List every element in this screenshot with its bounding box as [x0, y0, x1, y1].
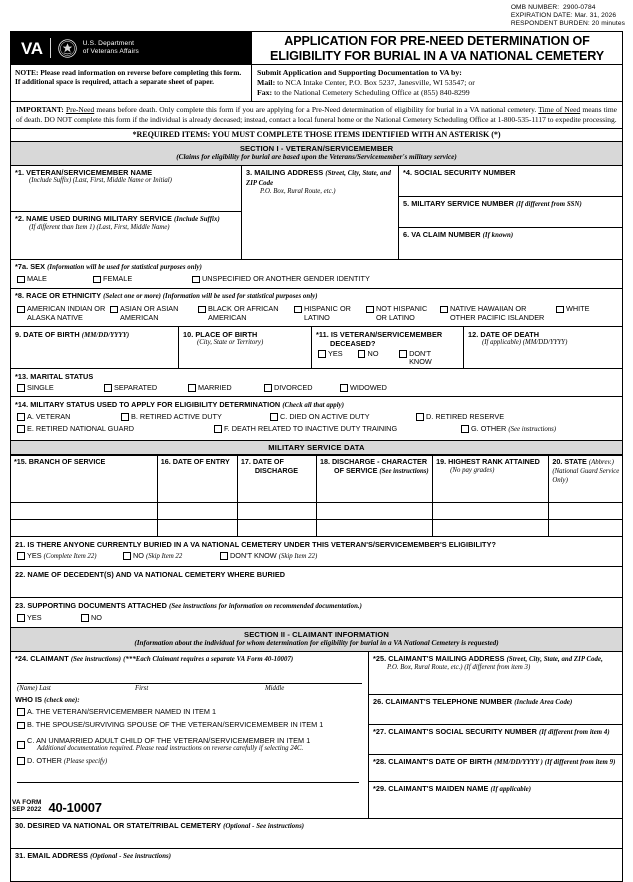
col15-label: *15. BRANCH OF SERVICE: [14, 457, 106, 467]
item8-options: [15, 301, 618, 324]
item1-label: *1. VETERAN/SERVICEMEMBER NAME: [15, 168, 153, 178]
checkbox-icon[interactable]: [440, 306, 448, 314]
submit-fax-text: to the National Cemetery Scheduling Office at (855) 840-8299: [274, 87, 470, 97]
item25-label: *25. CLAIMANT'S MAILING ADDRESS (Street, City, State, and ZIP Code,: [373, 654, 603, 664]
option-hint: (Please specify): [63, 757, 108, 765]
item28-label: *28. CLAIMANT'S DATE OF BIRTH (MM/DD/YYYY ) (If different from item 9): [373, 757, 616, 767]
item21-label: 21. IS THERE ANYONE CURRENTLY BURIED IN A VA NATIONAL CEMETERY UNDER THIS VETERAN'S/SERVICEMEMBER'S ELIGIBILITY?: [15, 539, 496, 549]
checkbox-sex-unspecified[interactable]: [192, 275, 370, 284]
claimant-last-label: (Name) Last: [17, 684, 51, 692]
item24-hint: (See instructions): [70, 656, 122, 664]
option-24c-note: Additional documentation required. Please read instructions on reverse carefully if selecting 24C.: [37, 745, 304, 753]
option-hint: (Skip Item 22): [278, 552, 318, 560]
option-hint: (See instructions): [508, 425, 557, 433]
item7a-options: [15, 272, 618, 286]
checkbox-claimant-c[interactable]: [17, 741, 25, 749]
item29-hint: (If applicable): [490, 786, 532, 794]
checkbox-buried-dont-know[interactable]: [220, 552, 317, 562]
item6-label: 6. VA CLAIM NUMBER (If known): [403, 230, 514, 240]
field-sex: [11, 260, 622, 289]
who-is-hint: (check one):: [44, 696, 80, 704]
checkbox-icon[interactable]: [17, 413, 25, 421]
checkbox-documents-no[interactable]: [81, 614, 102, 623]
item3-hint: (Street, City, State, and ZIP Code: [246, 170, 391, 188]
checkbox-deceased-no[interactable]: [358, 350, 396, 359]
omb-expiration-line: [511, 12, 625, 20]
field-email-address[interactable]: [11, 849, 622, 881]
cell-branch[interactable]: [11, 503, 157, 520]
checkbox-icon[interactable]: [358, 350, 366, 358]
cell-state[interactable]: [549, 503, 622, 520]
item13-options: [15, 381, 618, 395]
col-date-of-entry: [157, 456, 237, 503]
item30-hint: (Optional - See instructions): [223, 823, 305, 831]
checkbox-icon[interactable]: [17, 708, 25, 716]
option-label: SEPARATED: [114, 382, 158, 392]
checkbox-icon[interactable]: [104, 384, 112, 392]
submit-block: [252, 65, 622, 101]
form-footer: [12, 799, 102, 814]
item21-options: [15, 549, 618, 564]
field-veteran-name[interactable]: [11, 166, 241, 212]
checkbox-race-not-hispanic[interactable]: [366, 305, 436, 322]
va-agency-name: [83, 40, 139, 56]
item14-label: *14. MILITARY STATUS USED TO APPLY FOR ELIGIBILITY DETERMINATION (Check all that apply): [15, 399, 345, 409]
field-claimant-telephone[interactable]: [369, 695, 622, 725]
col19-hint: (No pay grades): [450, 466, 495, 474]
option-label: G. OTHER (See instructions): [471, 423, 557, 433]
field-race-ethnicity: [11, 289, 622, 328]
omb-number-label: OMB NUMBER:: [510, 4, 560, 11]
item3-label: 3. MAILING ADDRESS (Street, City, State, and ZIP Code: [246, 168, 391, 188]
checkbox-status-f-death-inactive-duty[interactable]: [214, 425, 457, 434]
cell-character[interactable]: [316, 520, 432, 537]
items-4-6-column: [399, 166, 622, 259]
item25-hint: (Street, City, State, and ZIP Code,: [506, 656, 603, 664]
option-24b[interactable]: [15, 718, 364, 732]
omb-block: [511, 4, 625, 29]
cell-rank[interactable]: [433, 520, 549, 537]
item26-hint: (Include Area Code): [514, 699, 573, 707]
military-service-table: [11, 455, 622, 537]
field-military-service-number[interactable]: [399, 197, 622, 228]
items-24-29-row: [11, 652, 622, 819]
claimant-column: [11, 652, 369, 818]
checkbox-icon[interactable]: [121, 413, 129, 421]
option-label: DON'T KNOW (Skip Item 22): [230, 550, 318, 560]
checkbox-claimant-d[interactable]: [17, 757, 107, 767]
field-decedent-names[interactable]: [11, 567, 622, 598]
table-header-row: [11, 456, 622, 503]
col20-hint: (Abbrev.): [588, 459, 614, 467]
field-claimant-ssn[interactable]: [369, 725, 622, 755]
option-24d[interactable]: [15, 756, 364, 769]
item23-hint: (See instructions for information on recommended documentation.): [169, 602, 362, 610]
items-9-12-row: [11, 327, 622, 369]
item25-hint2: P.O. Box, Rural Route, etc.) (If different from item 3): [387, 664, 531, 672]
item30-label: 30. DESIRED VA NATIONAL OR STATE/TRIBAL CEMETERY (Optional - See instructions): [15, 821, 305, 831]
checkbox-icon[interactable]: [17, 552, 25, 560]
item12-label: 12. DATE OF DEATH: [468, 329, 540, 339]
cell-discharge[interactable]: [237, 520, 316, 537]
field-social-security-number[interactable]: [399, 166, 622, 197]
option-label: A. VETERAN: [27, 411, 71, 421]
checkbox-race-asian[interactable]: [110, 305, 194, 322]
form-title-line2: ELIGIBILITY FOR BURIAL IN A VA NATIONAL CEMETERY: [269, 48, 604, 63]
option-label: C. DIED ON ACTIVE DUTY: [280, 411, 370, 421]
option-label: B. THE SPOUSE/SURVIVING SPOUSE OF THE VETERAN/SERVICEMEMBER IN ITEM 1: [27, 720, 324, 730]
item8-label: *8. RACE OR ETHNICITY (Select one or more) (Information will be used for statistical purposes only): [15, 291, 318, 301]
checkbox-icon[interactable]: [188, 384, 196, 392]
col16-label: 16. DATE OF ENTRY: [160, 457, 230, 467]
checkbox-status-b-retired-active-duty[interactable]: [121, 413, 266, 422]
omb-number-line: [511, 4, 625, 12]
option-24c[interactable]: [15, 732, 364, 756]
cell-discharge[interactable]: [237, 503, 316, 520]
checkbox-icon[interactable]: [123, 552, 131, 560]
option-label: MALE: [27, 274, 47, 284]
form-title: [252, 32, 622, 64]
section-1-subtitle: (Claims for eligibility for burial are based upon the Veterans/Servicemember's military service): [176, 153, 457, 162]
field-place-of-birth[interactable]: [179, 327, 312, 368]
col17-label2: DISCHARGE: [254, 465, 298, 475]
field-marital-status: [11, 369, 622, 397]
note-block: [11, 65, 252, 101]
checkbox-claimant-b[interactable]: [17, 721, 323, 730]
option-label: B. RETIRED ACTIVE DUTY: [131, 411, 222, 421]
claimant-first-label: First: [135, 684, 149, 692]
option-label: FEMALE: [103, 274, 133, 284]
checkbox-buried-yes[interactable]: [17, 552, 119, 562]
submit-fax-label: Fax:: [257, 87, 273, 97]
item6-hint: (If known): [482, 232, 514, 240]
option-label: BLACK OR AFRICAN AMERICAN: [208, 304, 279, 322]
item8-hint: (Select one or more) (Information will be used for statistical purposes only): [103, 293, 318, 301]
col-branch-of-service: [11, 456, 157, 503]
omb-expiration-label: EXPIRATION DATE:: [510, 12, 573, 20]
option-label: NO: [367, 348, 379, 358]
option-label: UNSPECIFIED OR ANOTHER GENDER IDENTITY: [202, 274, 370, 284]
option-label: AMERICAN INDIAN OR ALASKA NATIVE: [27, 304, 106, 322]
checkbox-icon[interactable]: [17, 425, 25, 433]
checkbox-icon[interactable]: [81, 614, 89, 622]
item28-hint: (MM/DD/YYYY ) (If different from item 9): [494, 759, 616, 767]
field-anyone-buried: [11, 537, 622, 567]
claimant-name-sublabels: [15, 684, 364, 692]
col20-hint2: (National Guard Service Only): [552, 467, 620, 484]
checkbox-marital-widowed[interactable]: [340, 384, 387, 393]
va-brand-bar: [11, 32, 252, 64]
checkbox-sex-male[interactable]: [17, 275, 89, 284]
cell-entry[interactable]: [157, 520, 237, 537]
item14-row2: [15, 424, 618, 437]
checkbox-status-a-veteran[interactable]: [17, 413, 117, 422]
item5-hint: (If different from SSN): [515, 201, 582, 209]
option-label: HISPANIC OR LATINO: [304, 304, 351, 322]
cell-branch[interactable]: [11, 520, 157, 537]
checkbox-icon[interactable]: [110, 306, 118, 314]
omb-number-value: 2900-0784: [563, 4, 596, 11]
field-is-deceased: [312, 327, 464, 368]
col-state: [549, 456, 622, 503]
checkbox-documents-yes[interactable]: [17, 614, 77, 623]
item11-options: [316, 348, 459, 369]
item27-label: *27. CLAIMANT'S SOCIAL SECURITY NUMBER (If different from item 4): [373, 727, 610, 737]
checkbox-icon[interactable]: [214, 425, 222, 433]
option-label: YES: [27, 612, 42, 622]
checkbox-marital-divorced[interactable]: [264, 384, 336, 393]
option-label: DON'T KNOW: [409, 348, 432, 367]
item24-hint-bold: (***Each Claimant requires a separate VA Form 40-10007): [123, 656, 294, 664]
important-text2: means time of death. DO NOT complete this form if the individual is already deceased; instead, contact a local funeral home or the National Cemetery Scheduling Office at 1-800-535-1117 to expedite processing.: [16, 105, 617, 124]
checkbox-icon[interactable]: [461, 425, 469, 433]
submit-fax-line: [257, 88, 618, 98]
checkbox-icon[interactable]: [220, 552, 228, 560]
col-discharge-character: [316, 456, 432, 503]
option-label: ASIAN OR ASIAN AMERICAN: [120, 304, 179, 322]
form-frame: [10, 31, 623, 882]
checkbox-icon[interactable]: [270, 413, 278, 421]
checkbox-icon[interactable]: [399, 350, 407, 358]
option-label: NO: [91, 612, 102, 622]
item22-label: 22. NAME OF DECEDENT(S) AND VA NATIONAL CEMETERY WHERE BURIED: [15, 569, 286, 579]
field-who-is: [11, 692, 368, 787]
omb-expiration-value: Mar. 31, 2026: [574, 12, 617, 20]
checkbox-icon[interactable]: [556, 306, 564, 314]
field-date-of-birth[interactable]: [11, 327, 179, 368]
omb-burden-label: RESPONDENT BURDEN:: [510, 20, 590, 28]
field-desired-cemetery[interactable]: [11, 819, 622, 849]
checkbox-icon[interactable]: [17, 384, 25, 392]
checkbox-marital-separated[interactable]: [104, 384, 184, 393]
checkbox-icon[interactable]: [416, 413, 424, 421]
checkbox-icon[interactable]: [17, 306, 25, 314]
checkbox-status-d-retired-reserve[interactable]: [416, 413, 504, 422]
option-label: D. OTHER (Please specify): [27, 755, 108, 765]
checkbox-race-white[interactable]: [556, 305, 590, 314]
note-label: NOTE:: [15, 68, 39, 77]
checkbox-claimant-a[interactable]: [17, 708, 216, 717]
military-service-data-banner: MILITARY SERVICE DATA: [11, 440, 622, 455]
option-label: NO (Skip Item 22: [133, 550, 183, 560]
option-label: NATIVE HAWAIIAN OR OTHER PACIFIC ISLANDER: [450, 304, 545, 322]
brand-divider: [50, 38, 51, 58]
va-agency-line2: of Veterans Affairs: [82, 48, 140, 55]
item13-label: *13. MARITAL STATUS: [15, 371, 94, 381]
checkbox-icon[interactable]: [192, 276, 200, 284]
section-1-banner: [11, 142, 622, 166]
section-2-subtitle: (Information about the individual for whom determination for eligibility for burial in a VA National Cemetery is requested): [134, 639, 499, 648]
option-label: YES: [328, 348, 343, 358]
section-1-title: SECTION I - VETERAN/SERVICEMEMBER: [239, 143, 394, 153]
table-row: [11, 520, 622, 537]
cell-state[interactable]: [549, 520, 622, 537]
checkbox-deceased-yes[interactable]: [318, 350, 354, 359]
field-claimant-name[interactable]: [11, 652, 368, 692]
submit-mail-label: Mail:: [257, 77, 276, 87]
item23-options: [15, 611, 618, 625]
item5-label: 5. MILITARY SERVICE NUMBER (If different from SSN): [403, 199, 582, 209]
form-header: [11, 32, 622, 65]
field-claimant-mailing-address[interactable]: [369, 652, 622, 695]
required-items-notice: *REQUIRED ITEMS: YOU MUST COMPLETE THOSE ITEMS IDENTIFIED WITH AN ASTERISK (*): [11, 129, 622, 143]
checkbox-status-e-retired-national-guard[interactable]: [17, 425, 210, 434]
form-designation: [12, 799, 41, 814]
item29-label: *29. CLAIMANT'S MAIDEN NAME (If applicable): [373, 784, 532, 794]
item2-hint: (Include Suffix): [173, 216, 220, 224]
items-1-6-row: [11, 166, 622, 260]
item31-hint: (Optional - See instructions): [90, 853, 172, 861]
option-label: DIVORCED: [274, 382, 313, 392]
item26-label: 26. CLAIMANT'S TELEPHONE NUMBER (Include Area Code): [373, 697, 573, 707]
omb-burden-line: [511, 20, 625, 28]
field-va-claim-number[interactable]: [399, 228, 622, 259]
item3-hint2: P.O. Box, Rural Route, etc.): [260, 188, 336, 196]
item10-label: 10. PLACE OF BIRTH: [183, 329, 258, 339]
checkbox-icon[interactable]: [17, 276, 25, 284]
form-label-line2: SEP 2022: [12, 806, 42, 814]
checkbox-status-c-died-active-duty[interactable]: [270, 413, 412, 422]
checkbox-icon[interactable]: [17, 722, 25, 730]
item24-label: *24. CLAIMANT (See instructions) (***Each Claimant requires a separate VA Form 40-10007): [15, 654, 294, 664]
claimant-details-column: [369, 652, 622, 818]
table-row: [11, 503, 622, 520]
checkbox-icon[interactable]: [366, 306, 374, 314]
item12-hint: (If applicable) (MM/DD/YYYY): [482, 338, 568, 346]
item14-row1: [15, 410, 618, 424]
item1-hint: (Include Suffix) (Last, First, Middle Name or Initial): [29, 177, 172, 185]
form-number: 40-10007: [48, 799, 102, 815]
option-label: YES (Complete Item 22): [27, 550, 97, 560]
item2-hint2: (If different than Item 1) (Last, First, Middle Name): [29, 224, 170, 232]
checkbox-status-g-other[interactable]: [461, 425, 556, 435]
item14-hint: (Check all that apply): [282, 401, 345, 409]
claimant-middle-label: Middle: [265, 684, 285, 692]
checkbox-icon[interactable]: [93, 276, 101, 284]
important-text1: means before death. Only complete this form if you are applying for a Pre-Need determination of eligibility for burial in a VA national cemetery.: [94, 105, 539, 115]
submit-mail-line: [257, 78, 618, 88]
option-24c-text: [27, 736, 310, 754]
col-date-of-discharge: [237, 456, 316, 503]
option-24a[interactable]: [15, 705, 364, 719]
checkbox-icon[interactable]: [17, 757, 25, 765]
field-claimant-maiden-name[interactable]: [369, 782, 622, 818]
section-2-banner: [11, 628, 622, 652]
va-agency-line1: U.S. Department: [82, 40, 135, 47]
checkbox-deceased-dont-know[interactable]: [399, 350, 455, 367]
checkbox-icon[interactable]: [264, 384, 272, 392]
option-label: C. AN UNMARRIED ADULT CHILD OF THE VETERAN/SERVICEMEMBER IN ITEM 1: [27, 736, 311, 746]
checkbox-icon[interactable]: [294, 306, 302, 314]
important-label: IMPORTANT:: [16, 105, 64, 115]
field-mailing-address[interactable]: [242, 166, 399, 259]
option-label: WIDOWED: [350, 382, 387, 392]
form-label-line1: VA FORM: [12, 799, 42, 806]
item10-hint: (City, State or Territory): [197, 338, 264, 346]
who-is-label: WHO IS (check one):: [15, 694, 80, 704]
submit-heading: Submit Application and Supporting Documentation to VA by:: [257, 68, 462, 77]
checkbox-icon[interactable]: [198, 306, 206, 314]
option-label: WHITE: [566, 304, 590, 314]
col18-label: 18. DISCHARGE - CHARACTER: [319, 457, 428, 467]
submit-mail-text: to NCA Intake Center, P.O. Box 5237, Janesville, WI 53547; or: [277, 77, 475, 87]
section-2-title: SECTION II - CLAIMANT INFORMATION: [244, 629, 389, 639]
option-label: E. RETIRED NATIONAL GUARD: [27, 423, 135, 433]
checkbox-race-hispanic[interactable]: [294, 305, 362, 322]
col20-label: 20. STATE: [552, 457, 587, 467]
option-label: A. THE VETERAN/SERVICEMEMBER NAMED IN ITEM 1: [27, 706, 217, 716]
checkbox-icon[interactable]: [318, 350, 326, 358]
item4-label: *4. SOCIAL SECURITY NUMBER: [403, 168, 516, 178]
cell-entry[interactable]: [157, 503, 237, 520]
option-hint: (Skip Item 22: [145, 552, 183, 560]
item31-label: 31. EMAIL ADDRESS (Optional - See instructions): [15, 851, 172, 861]
cell-rank[interactable]: [433, 503, 549, 520]
checkbox-marital-married[interactable]: [188, 384, 260, 393]
item9-label: 9. DATE OF BIRTH (MM/DD/YYYY): [15, 329, 130, 339]
col19-label: 19. HIGHEST RANK ATTAINED: [436, 457, 540, 467]
important-term1: Pre-Need: [65, 105, 95, 115]
checkbox-buried-no[interactable]: [123, 552, 216, 562]
field-military-status: [11, 397, 622, 440]
field-claimant-dob[interactable]: [369, 755, 622, 782]
checkbox-sex-female[interactable]: [93, 275, 188, 284]
cell-character[interactable]: [316, 503, 432, 520]
col-highest-rank: [433, 456, 549, 503]
field-name-during-service[interactable]: [11, 212, 241, 259]
item27-hint: (If different from item 4): [539, 729, 610, 737]
field-supporting-documents: [11, 598, 622, 628]
col18-label2: OF SERVICE (See instructions): [333, 465, 429, 475]
item11-label2: DECEASED?: [330, 338, 376, 348]
option-label: MARRIED: [198, 382, 232, 392]
checkbox-race-american-indian[interactable]: [17, 305, 106, 322]
item9-hint: (MM/DD/YYYY): [81, 331, 130, 339]
field-date-of-death[interactable]: [464, 327, 622, 368]
important-term2: Time of Need: [538, 105, 581, 115]
items-1-2-column: [11, 166, 242, 259]
item2-label: *2. NAME USED DURING MILITARY SERVICE (Include Suffix): [15, 214, 220, 224]
col17-label: 17. DATE OF: [240, 457, 284, 467]
omb-burden-value: 20 minutes: [591, 20, 625, 28]
option-label: SINGLE: [27, 382, 54, 392]
va-seal-icon: [58, 39, 77, 58]
checkbox-icon[interactable]: [17, 614, 25, 622]
checkbox-race-native-hawaiian[interactable]: [440, 305, 552, 322]
option-hint: (Complete Item 22): [43, 552, 97, 560]
note-text: Please read information on reverse before completing this form. If additional space is required, attach a separate sheet of paper.: [15, 68, 242, 87]
checkbox-marital-single[interactable]: [17, 384, 100, 393]
item11-label: *11. IS VETERAN/SERVICEMEMBER: [316, 329, 443, 339]
option-label: NOT HISPANIC OR LATINO: [376, 304, 428, 322]
item7a-hint: (Information will be used for statistical purposes only): [47, 264, 202, 272]
important-block: [11, 102, 622, 128]
item23-label: 23. SUPPORTING DOCUMENTS ATTACHED (See instructions for information on recommended documentation.): [15, 600, 362, 610]
option-label: F. DEATH RELATED TO INACTIVE DUTY TRAINING: [224, 423, 398, 433]
va-logo-text: VA: [21, 38, 43, 58]
checkbox-race-black[interactable]: [198, 305, 290, 322]
option-label: D. RETIRED RESERVE: [426, 411, 505, 421]
item7a-label: *7a. SEX (Information will be used for statistical purposes only): [15, 262, 202, 272]
checkbox-icon[interactable]: [340, 384, 348, 392]
note-submit-row: [11, 65, 622, 102]
form-title-line1: APPLICATION FOR PRE-NEED DETERMINATION OF: [284, 34, 590, 48]
col18-hint: (See instructions): [379, 467, 429, 475]
